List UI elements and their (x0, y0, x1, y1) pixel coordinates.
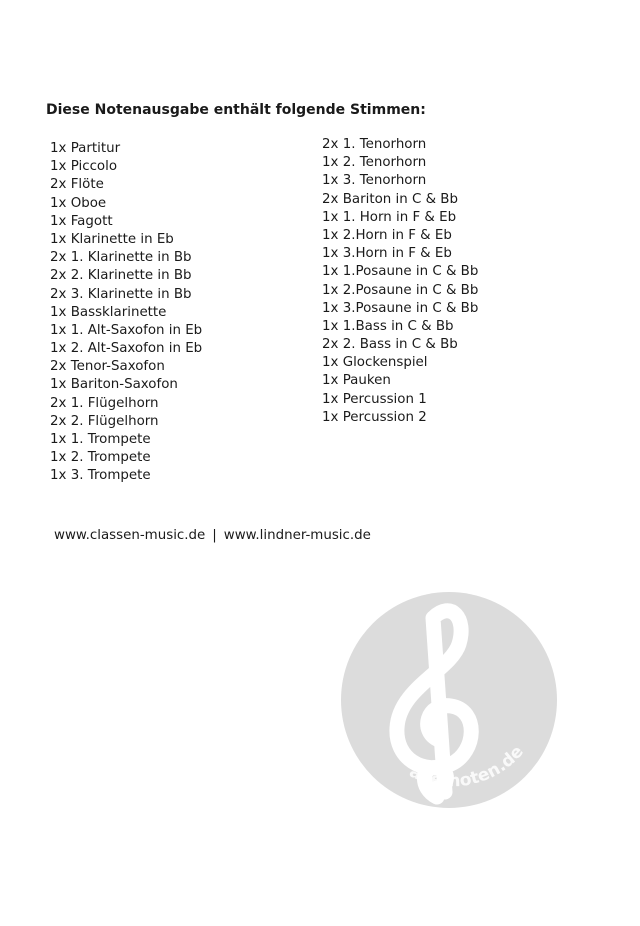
page-heading: Diese Notenausgabe enthält folgende Stimmen: (46, 102, 426, 118)
part-item: 1x 2. Trompete (50, 450, 151, 466)
part-item: 1x 3.Horn in F & Eb (322, 246, 452, 262)
footer-separator: | (212, 528, 217, 543)
part-item: 1x Bassklarinette (50, 304, 167, 320)
part-item: 1x Oboe (50, 195, 107, 211)
part-item: 2x 1. Flügelhorn (50, 395, 159, 411)
publisher-link-lindner[interactable]: www.lindner-music.de (223, 528, 371, 543)
part-item: 2x 2. Bass in C & Bb (322, 337, 458, 353)
part-item: 1x 1.Bass in C & Bb (322, 318, 454, 334)
part-item: 2x 1. Klarinette in Bb (50, 250, 192, 266)
watermark-text: alle-noten.de (406, 741, 528, 792)
part-item: 1x Glockenspiel (322, 355, 428, 371)
part-item: 1x 2. Tenorhorn (322, 155, 427, 171)
part-item: 1x 1.Posaune in C & Bb (322, 264, 479, 280)
part-item: 2x Flöte (50, 177, 104, 193)
part-item: 1x 1. Horn in F & Eb (322, 209, 457, 225)
part-item: 2x 1. Tenorhorn (322, 137, 427, 152)
part-item: 2x 2. Flügelhorn (50, 413, 159, 429)
part-item: 2x Tenor-Saxofon (50, 359, 165, 375)
part-item: 1x Partitur (50, 141, 121, 156)
part-item: 1x 3. Tenorhorn (322, 173, 427, 189)
part-item: 2x 3. Klarinette in Bb (50, 286, 192, 302)
part-item: 1x Klarinette in Eb (50, 231, 174, 247)
parts-list-left (50, 140, 202, 486)
part-item: 2x 2. Klarinette in Bb (50, 268, 192, 284)
part-item: 1x 2.Horn in F & Eb (322, 227, 452, 243)
part-item: 1x 2.Posaune in C & Bb (322, 282, 479, 298)
part-item: 2x Bariton in C & Bb (322, 191, 458, 207)
part-item: 1x 3.Posaune in C & Bb (322, 300, 479, 316)
part-item: 1x 1. Alt-Saxofon in Eb (50, 322, 203, 338)
part-item: 1x 3. Trompete (50, 468, 151, 484)
footer-links (54, 528, 371, 543)
part-item: 1x Piccolo (50, 159, 118, 175)
publisher-link-classen[interactable]: www.classen-music.de (54, 528, 206, 543)
part-item: 1x Fagott (50, 213, 113, 229)
part-item: 1x 1. Trompete (50, 432, 151, 447)
part-item: 1x Bariton-Saxofon (50, 377, 178, 393)
part-item: 1x 2. Alt-Saxofon in Eb (50, 341, 203, 357)
parts-list-right (322, 136, 478, 427)
part-item: 1x Percussion 1 (322, 391, 427, 407)
part-item: 1x Pauken (322, 373, 391, 389)
part-item: 1x Percussion 2 (322, 409, 427, 425)
watermark-logo (341, 592, 557, 808)
